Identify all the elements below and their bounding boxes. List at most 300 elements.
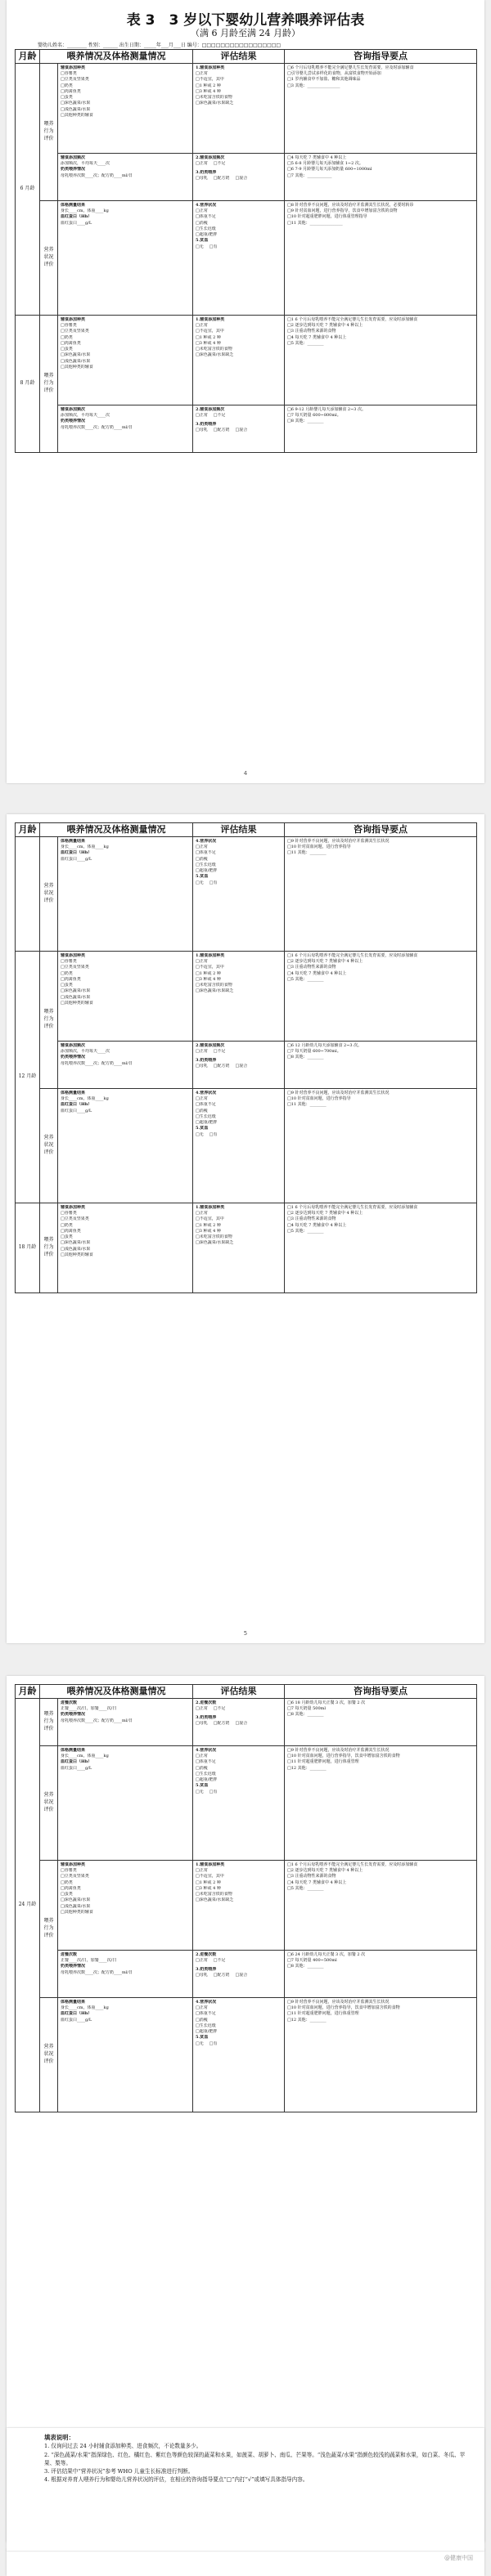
form-text: 奶类喂养情况 bbox=[61, 419, 86, 424]
form-text: □8 其他：________ bbox=[287, 1712, 324, 1718]
form-text: □6 18 月龄幼儿每天正餐 3 次，加餐 2 次 bbox=[287, 1700, 366, 1705]
category-label: 喂养行为评价 bbox=[40, 315, 58, 452]
form-text: □配方奶 bbox=[213, 427, 230, 432]
result-cell bbox=[193, 153, 285, 200]
advice-cell bbox=[285, 1698, 477, 1745]
form-text: □深色蔬菜/水果缺乏 bbox=[196, 1897, 234, 1903]
result-options bbox=[196, 428, 282, 437]
form-text: 血红蛋白____g/L bbox=[61, 1108, 92, 1113]
form-text: □体重不足 bbox=[196, 1102, 216, 1108]
category-label: 喂养行为评价 bbox=[40, 1698, 58, 1745]
form-text: 进餐次数 bbox=[61, 1700, 78, 1705]
form-text: □超重/肥胖 bbox=[196, 1777, 218, 1783]
result-options bbox=[196, 1064, 282, 1073]
form-text: 5.贫血 bbox=[196, 1783, 209, 1789]
form-text: □9 针对营养不良问题，应该及时治疗并监测其生长状况 bbox=[287, 838, 390, 844]
form-text: □正常 bbox=[196, 1049, 208, 1055]
advice-cell bbox=[285, 405, 477, 452]
form-text: 正餐____次/日，加餐____次/日 bbox=[61, 1706, 117, 1712]
form-text: 5.贫血 bbox=[196, 238, 209, 244]
form-row bbox=[16, 1088, 477, 1203]
form-text: □正常 bbox=[196, 71, 208, 77]
form-text: □11 针对超重肥胖问题，进行体重管理 bbox=[287, 2011, 359, 2017]
form-text: □生长迟缓 bbox=[196, 2023, 216, 2028]
form-text: □深色蔬菜/水果缺乏 bbox=[196, 352, 234, 358]
form-text: 身长____cm，体重____kg bbox=[61, 2005, 109, 2011]
form-text: □不足 bbox=[213, 1049, 226, 1055]
form-text: 4.营养状况 bbox=[196, 1090, 217, 1095]
form-text: □消瘦 bbox=[196, 1765, 208, 1771]
form-text: 3.奶类喂养 bbox=[196, 1057, 217, 1063]
form-text: □4 每天吃 7 类辅食中 4 种以上 bbox=[287, 970, 347, 976]
form-text: □10 针对贫血问题，进行营养指导，饮食中增加富含铁的食物 bbox=[287, 1754, 400, 1759]
form-row bbox=[16, 315, 477, 405]
col-header-feeding: 喂养情况及体格测量情况 bbox=[40, 50, 193, 64]
form-text: 血红蛋白____g/L bbox=[61, 220, 92, 226]
form-text: □正常 bbox=[196, 959, 208, 965]
form-text: □5 其他：________ bbox=[287, 340, 324, 346]
form-text: □配方奶 bbox=[213, 1972, 230, 1978]
form-text: □豆类及坚果类 bbox=[61, 329, 89, 334]
form-text: 2.辅食添加频次 bbox=[196, 155, 225, 160]
form-text: □肉禽鱼类 bbox=[61, 88, 81, 94]
form-text: □3 注重动物性来源的食物 bbox=[287, 1874, 336, 1879]
form-text: □9 针对营养不良问题，应该及时治疗并监测其生长状况 bbox=[287, 1999, 390, 2005]
result-cell bbox=[193, 1860, 285, 1950]
form-text: □浅色蔬菜/水果 bbox=[61, 1246, 91, 1252]
form-text: □蛋类 bbox=[61, 1892, 73, 1897]
form-text: □母乳 bbox=[196, 175, 208, 181]
form-subtitle: （满 6 月龄至满 24 月龄） bbox=[191, 28, 300, 38]
measurement-cell bbox=[58, 1088, 193, 1203]
header-row bbox=[16, 50, 477, 64]
form-text: □生长迟缓 bbox=[196, 1113, 216, 1119]
result-cell bbox=[193, 1950, 285, 1997]
form-text: □超重/肥胖 bbox=[196, 232, 218, 238]
form-text: 5.贫血 bbox=[196, 874, 209, 880]
form-text: □无 bbox=[196, 244, 204, 249]
form-text: 奶类喂养情况 bbox=[61, 1055, 86, 1060]
form-text: □豆类及坚果类 bbox=[61, 1216, 89, 1222]
header-row bbox=[16, 823, 477, 837]
form-text: □8 其他：________ bbox=[287, 1055, 324, 1060]
form-text: □深色蔬菜/水果缺乏 bbox=[196, 1240, 234, 1246]
result-cell bbox=[193, 1088, 285, 1203]
form-text: □2 逐步达到每天吃 7 类辅食中 4 种以上 bbox=[287, 959, 363, 965]
form-text: □4 每天吃 7 类辅食中 4 种以上 bbox=[287, 155, 347, 160]
form-text: □2 逐步达到每天吃 7 类辅食中 4 种以上 bbox=[287, 1868, 363, 1874]
form-text: □10 针对贫血问题，进行营养指导 bbox=[287, 1096, 351, 1102]
form-text: □谷薯类 bbox=[61, 323, 77, 329]
form-text: □蛋类 bbox=[61, 983, 73, 988]
form-text: □其他种类的辅食 bbox=[61, 1000, 93, 1006]
result-options bbox=[196, 161, 282, 170]
form-text: 4.营养状况 bbox=[196, 1747, 217, 1753]
advice-cell bbox=[285, 63, 477, 153]
form-text: 添加频次，平均每天____次 bbox=[61, 161, 110, 167]
form-text: □3 种或 4 种 bbox=[196, 976, 221, 982]
result-cell bbox=[193, 405, 285, 452]
form-text: □不足 bbox=[213, 1958, 226, 1964]
form-text: □4 每天吃 7 类辅食中 4 种以上 bbox=[287, 1879, 347, 1885]
form-text: □不足 bbox=[213, 1706, 226, 1712]
col-header-advice: 咨询指导要点 bbox=[285, 50, 477, 64]
age-label: 12 月龄 bbox=[16, 951, 40, 1203]
form-text: □有 bbox=[209, 1131, 218, 1137]
result-options bbox=[196, 244, 282, 253]
form-text: □10 针对超重肥胖问题，进行体重管理指导 bbox=[287, 214, 367, 220]
form-text: 体格测量结果 bbox=[61, 1090, 86, 1095]
form-text: □配方奶 bbox=[213, 175, 230, 181]
form-text: □不适宜，其中 bbox=[196, 1874, 224, 1879]
form-text: □7 每天奶量 600~800ml。 bbox=[287, 413, 341, 419]
form-text: □12 其他：________ bbox=[287, 1765, 327, 1771]
col-header-feeding: 喂养情况及体格测量情况 bbox=[40, 823, 193, 837]
result-options bbox=[196, 1721, 282, 1730]
form-text: 2.进餐次数 bbox=[196, 1951, 217, 1957]
result-options bbox=[196, 1973, 282, 1982]
form-text: □10 针对贫血问题，进行营养指导，饮食中增加富含铁的食物 bbox=[287, 2005, 400, 2011]
form-text: □生长迟缓 bbox=[196, 226, 216, 231]
form-text: □4 每天吃 7 类辅食中 4 种以上 bbox=[287, 1222, 347, 1228]
result-options bbox=[196, 1132, 282, 1141]
form-text: □无 bbox=[196, 1789, 204, 1794]
form-text: 母乳喂养次数____次；配方奶____ml/日 bbox=[61, 1969, 133, 1975]
note-item: 2. “深色蔬菜/水果”指深绿色、红色、橘红色、紫红色等颜色较深的蔬菜和水果，如菠菜、胡萝卜、南瓜、芒果等。“浅色蔬菜/水果”指颜色较浅的蔬菜和水果，如白菜、冬瓜、苹果、梨等。 bbox=[44, 2451, 466, 2466]
form-text: □6 9-12 月龄婴儿每天添加辅食 2~3 次。 bbox=[287, 406, 367, 412]
form-text: □正常 bbox=[196, 1211, 208, 1216]
form-row bbox=[16, 1041, 477, 1088]
age-label: 24 月龄 bbox=[16, 1698, 40, 2112]
col-header-result: 评估结果 bbox=[193, 823, 285, 837]
form-text: 5.贫血 bbox=[196, 1126, 209, 1131]
form-text: 母乳喂养次数____次；配方奶____ml/日 bbox=[61, 172, 133, 178]
form-text: □5 其他：________ bbox=[287, 1228, 324, 1234]
note-item: 4. 根据对养育人喂养行为和婴幼儿营养状况的评估，在相应的咨询指导要点“□”内打“√”或填写具体指导内容。 bbox=[44, 2476, 309, 2484]
result-cell bbox=[193, 1698, 285, 1745]
result-cell bbox=[193, 1997, 285, 2112]
form-text: □7 每天奶量 600~700ml。 bbox=[287, 1049, 341, 1055]
measurement-cell bbox=[58, 1745, 193, 1860]
form-text: 辅食添加频次 bbox=[61, 406, 86, 412]
form-text: □1 岁内辅食中不加盐、糖和其他调味品 bbox=[287, 77, 361, 83]
form-text: □8 其他：________ bbox=[287, 419, 324, 424]
form-text: □蛋类 bbox=[61, 1234, 73, 1240]
form-text: □蛋类 bbox=[61, 95, 73, 101]
form-text: □奶类 bbox=[61, 1879, 73, 1885]
feeding-frequency-cell bbox=[58, 1041, 193, 1088]
form-text: □消瘦 bbox=[196, 1108, 208, 1113]
form-text: □未吃富含铁的食物 bbox=[196, 983, 232, 988]
form-text: □8 其他：________ bbox=[287, 1964, 324, 1969]
result-cell bbox=[193, 1041, 285, 1088]
form-text: □深色蔬菜/水果 bbox=[61, 352, 91, 358]
form-text: □1 6 个月后母乳喂养不能完全满足婴儿生长发育需要，应及时添加辅食 bbox=[287, 316, 418, 322]
advice-cell bbox=[285, 1860, 477, 1950]
form-text: 正餐____次/日，加餐____次/日 bbox=[61, 1958, 117, 1964]
form-text: 2.辅食添加频次 bbox=[196, 406, 225, 412]
form-text: □3 其他：________________ bbox=[287, 83, 340, 88]
form-text: 辅食添加种类 bbox=[61, 1861, 86, 1867]
form-text: 辅食添加频次 bbox=[61, 155, 86, 160]
form-row bbox=[16, 1950, 477, 1997]
form-text: □正常 bbox=[196, 844, 208, 850]
form-text: □谷薯类 bbox=[61, 959, 77, 965]
form-text: □5 6-8 月龄婴儿每天添加辅食 1~2 次。 bbox=[287, 161, 363, 167]
form-text: 母乳喂养次数____次；配方奶____ml/日 bbox=[61, 1060, 133, 1066]
header-row bbox=[16, 1685, 477, 1699]
form-row bbox=[16, 1860, 477, 1950]
category-label: 喂养行为评价 bbox=[40, 63, 58, 200]
col-header-age: 月龄 bbox=[16, 823, 40, 837]
form-text: □生长迟缓 bbox=[196, 1771, 216, 1776]
form-text: □正常 bbox=[196, 413, 208, 419]
form-row bbox=[16, 1997, 477, 2112]
advice-cell bbox=[285, 1950, 477, 1997]
form-text: □深色蔬菜/水果 bbox=[61, 988, 91, 994]
advice-cell bbox=[285, 1997, 477, 2112]
form-text: 辅食添加种类 bbox=[61, 952, 86, 958]
form-text: 血红蛋白____g/L bbox=[61, 856, 92, 862]
form-text: □谷薯类 bbox=[61, 71, 77, 77]
category-label: 营养状况评价 bbox=[40, 1997, 58, 2112]
form-text: □豆类及坚果类 bbox=[61, 77, 89, 83]
form-text: 辅食添加种类 bbox=[61, 65, 86, 70]
feeding-frequency-cell bbox=[58, 1950, 193, 1997]
form-text: □消瘦 bbox=[196, 2017, 208, 2023]
form-text: □深色蔬菜/水果 bbox=[61, 1240, 91, 1246]
form-text: □有 bbox=[209, 244, 218, 249]
result-cell bbox=[193, 200, 285, 315]
form-text: □6 7-9 月龄婴儿每天添加奶量 600~1000ml bbox=[287, 167, 372, 172]
form-text: □豆类及坚果类 bbox=[61, 1874, 89, 1879]
form-text: 血红蛋白（Hb） bbox=[61, 2011, 92, 2017]
form-text: □体重不足 bbox=[196, 1759, 216, 1765]
form-text: □消瘦 bbox=[196, 856, 208, 862]
category-label: 喂养行为评价 bbox=[40, 1860, 58, 1997]
col-header-age: 月龄 bbox=[16, 1685, 40, 1699]
result-cell bbox=[193, 951, 285, 1041]
category-label: 喂养行为评价 bbox=[40, 1203, 58, 1292]
page-number: 5 bbox=[243, 1630, 248, 1637]
fill-instructions bbox=[44, 2433, 470, 2484]
result-options bbox=[196, 413, 282, 422]
form-text: □9 针对营养不良问题，应该及时治疗并监测其生长状况 bbox=[287, 1090, 390, 1095]
form-text: □体重不足 bbox=[196, 214, 216, 220]
form-text: □正常 bbox=[196, 1754, 208, 1759]
form-text: □正常 bbox=[196, 208, 208, 214]
form-text: □1 种或 2 种 bbox=[196, 1222, 221, 1228]
form-text: 5.贫血 bbox=[196, 2035, 209, 2041]
form-text: 添加频次，平均每天____次 bbox=[61, 413, 110, 419]
form-text: 血红蛋白（Hb） bbox=[61, 1759, 92, 1765]
form-text: 3.奶类喂养 bbox=[196, 421, 217, 427]
form-text: □肉禽鱼类 bbox=[61, 1228, 81, 1234]
form-text: 体格测量结果 bbox=[61, 1747, 86, 1753]
form-row bbox=[16, 836, 477, 951]
page-2 bbox=[7, 814, 484, 1643]
result-cell bbox=[193, 1203, 285, 1292]
form-text: 奶类喂养情况 bbox=[61, 1964, 86, 1969]
form-text: □7 每天奶量 400~500ml bbox=[287, 1958, 337, 1964]
form-text: 1.辅食添加种类 bbox=[196, 1861, 225, 1867]
form-text: 1.辅食添加种类 bbox=[196, 65, 225, 70]
form-text: □超重/肥胖 bbox=[196, 1120, 218, 1126]
advice-cell bbox=[285, 153, 477, 200]
result-options bbox=[196, 880, 282, 889]
form-text: □不足 bbox=[213, 161, 226, 167]
form-text: □母乳 bbox=[196, 1972, 208, 1978]
form-text: 3.奶类喂养 bbox=[196, 169, 217, 175]
form-row bbox=[16, 63, 477, 153]
form-text: □超重/肥胖 bbox=[196, 2029, 218, 2035]
form-text: □2 逐步达到每天吃 7 类辅食中 4 种以上 bbox=[287, 1211, 363, 1216]
col-header-feeding: 喂养情况及体格测量情况 bbox=[40, 1685, 193, 1699]
measurement-cell bbox=[58, 1997, 193, 2112]
form-text: □深色蔬菜/水果 bbox=[61, 101, 91, 106]
form-text: □配方奶 bbox=[213, 1720, 230, 1726]
category-label: 喂养行为评价 bbox=[40, 951, 58, 1088]
form-text: □7 其他：____________ bbox=[287, 172, 332, 178]
form-text: □混合 bbox=[235, 1972, 248, 1978]
form-text: 2.辅食添加频次 bbox=[196, 1042, 225, 1048]
form-text: □母乳 bbox=[196, 427, 208, 432]
form-row bbox=[16, 1203, 477, 1292]
form-text: □不适宜，其中 bbox=[196, 329, 224, 334]
form-text: □引导婴儿尝试多样化的食物，从富铁食物开始添加 bbox=[287, 71, 381, 77]
form-text: □1 6 个月后母乳喂养不能完全满足婴儿生长发育需要，应及时添加辅食 bbox=[287, 952, 418, 958]
form-text: □5 其他：________ bbox=[287, 1885, 324, 1891]
feeding-frequency-cell bbox=[58, 153, 193, 200]
form-text: □有 bbox=[209, 880, 218, 885]
category-label: 营养状况评价 bbox=[40, 1088, 58, 1203]
form-text: □正常 bbox=[196, 1958, 208, 1964]
col-header-age: 月龄 bbox=[16, 50, 40, 64]
form-text: 1.辅食添加种类 bbox=[196, 1204, 225, 1210]
form-text: □生长迟缓 bbox=[196, 862, 216, 867]
age-label: 6 月龄 bbox=[16, 63, 40, 315]
result-cell bbox=[193, 836, 285, 951]
feeding-frequency-cell bbox=[58, 405, 193, 452]
form-text: □6 12 月龄幼儿每天添加辅食 2~3 次。 bbox=[287, 1042, 363, 1048]
note-item: 1. 仅询问过去 24 小时辅食添加种类、进食频次，不论数量多少。 bbox=[44, 2443, 202, 2450]
form-text: 身长____cm，体重____kg bbox=[61, 1754, 109, 1759]
form-text: □5 其他：________ bbox=[287, 976, 324, 982]
form-text: □2 逐步达到每天吃 7 类辅食中 4 种以上 bbox=[287, 323, 363, 329]
assessment-table-page2 bbox=[15, 822, 477, 1293]
form-text: □未吃富含铁的食物 bbox=[196, 1892, 232, 1897]
form-text: □其他种类的辅食 bbox=[61, 1252, 93, 1257]
page-number: 4 bbox=[243, 770, 248, 777]
col-header-result: 评估结果 bbox=[193, 1685, 285, 1699]
form-text: 4.营养状况 bbox=[196, 202, 217, 208]
form-text: 添加频次，平均每天____次 bbox=[61, 1049, 110, 1055]
form-text: 4.营养状况 bbox=[196, 838, 217, 844]
form-text: □配方奶 bbox=[213, 1063, 230, 1068]
measurement-cell bbox=[58, 200, 193, 315]
form-title: 表 3 3 岁以下婴幼儿营养喂养评估表 bbox=[126, 12, 365, 29]
form-text: 奶类喂养情况 bbox=[61, 167, 86, 172]
form-text: □体重不足 bbox=[196, 850, 216, 856]
form-text: 4.营养状况 bbox=[196, 1999, 217, 2005]
form-text: 1.辅食添加种类 bbox=[196, 316, 225, 322]
category-label: 营养状况评价 bbox=[40, 1745, 58, 1860]
form-text: □母乳 bbox=[196, 1063, 208, 1068]
form-text: □无 bbox=[196, 2041, 204, 2046]
form-text: □混合 bbox=[235, 1720, 248, 1726]
form-text: □4 每天吃 7 类辅食中 4 种以上 bbox=[287, 334, 347, 340]
form-text: □无 bbox=[196, 1131, 204, 1137]
form-text: □肉禽鱼类 bbox=[61, 976, 81, 982]
form-text: 血红蛋白（Hb） bbox=[61, 850, 92, 856]
form-text: 血红蛋白（Hb） bbox=[61, 214, 92, 220]
form-text: □11 其他：________ bbox=[287, 850, 327, 856]
form-text: □正常 bbox=[196, 323, 208, 329]
form-text: □混合 bbox=[235, 175, 248, 181]
form-text: 体格测量结果 bbox=[61, 1999, 86, 2005]
form-text: □其他种类的辅食 bbox=[61, 364, 93, 370]
form-row bbox=[16, 951, 477, 1041]
form-row bbox=[16, 1745, 477, 1860]
form-text: 进餐次数 bbox=[61, 1951, 78, 1957]
age-continued bbox=[16, 836, 40, 951]
result-options bbox=[196, 1958, 282, 1967]
notes-title: 填表说明： bbox=[44, 2434, 74, 2441]
form-row bbox=[16, 200, 477, 315]
form-text: □未吃富含铁的食物 bbox=[196, 95, 232, 101]
form-text: □消瘦 bbox=[196, 220, 208, 226]
form-text: □豆类及坚果类 bbox=[61, 965, 89, 970]
form-text: □奶类 bbox=[61, 83, 73, 88]
form-text: □12 其他：________ bbox=[287, 2017, 327, 2023]
advice-cell bbox=[285, 1203, 477, 1292]
measurement-cell bbox=[58, 836, 193, 951]
page-1 bbox=[7, 0, 484, 783]
form-text: □浅色蔬菜/水果 bbox=[61, 994, 91, 1000]
form-text: □蛋类 bbox=[61, 347, 73, 352]
form-text: □超重/肥胖 bbox=[196, 868, 218, 874]
advice-cell bbox=[285, 1041, 477, 1088]
form-text: □有 bbox=[209, 2041, 218, 2046]
form-text: □不适宜，其中 bbox=[196, 1216, 224, 1222]
assessment-table-page1 bbox=[15, 49, 477, 453]
form-text: □无 bbox=[196, 880, 204, 885]
form-text: □正常 bbox=[196, 161, 208, 167]
col-header-advice: 咨询指导要点 bbox=[285, 1685, 477, 1699]
form-text: □1 种或 2 种 bbox=[196, 970, 221, 976]
form-text: □11 针对超重肥胖问题，进行体重管理 bbox=[287, 1759, 359, 1765]
form-text: 血红蛋白____g/L bbox=[61, 1765, 92, 1771]
form-text: □肉禽鱼类 bbox=[61, 340, 81, 346]
form-text: □1 种或 2 种 bbox=[196, 83, 221, 88]
notes-panel bbox=[7, 2428, 484, 2551]
feeding-type-cell bbox=[58, 1203, 193, 1292]
col-header-result: 评估结果 bbox=[193, 50, 285, 64]
form-text: □奶类 bbox=[61, 970, 73, 976]
form-text: 2.进餐次数 bbox=[196, 1700, 217, 1705]
form-text: □3 注重动物性来源的食物 bbox=[287, 329, 336, 334]
form-text: 辅食添加种类 bbox=[61, 316, 86, 322]
form-text: 体格测量结果 bbox=[61, 838, 86, 844]
form-text: 1.辅食添加种类 bbox=[196, 952, 225, 958]
form-text: □混合 bbox=[235, 1063, 248, 1068]
form-text: 身长____cm，体重____kg bbox=[61, 1096, 109, 1102]
result-options bbox=[196, 2041, 282, 2050]
page-3 bbox=[7, 1676, 484, 2542]
form-text: □11 其他：________________ bbox=[287, 220, 343, 226]
form-text: □不足 bbox=[213, 413, 226, 419]
form-text: 母乳喂养次数____次；配方奶____ml/日 bbox=[61, 1718, 133, 1723]
